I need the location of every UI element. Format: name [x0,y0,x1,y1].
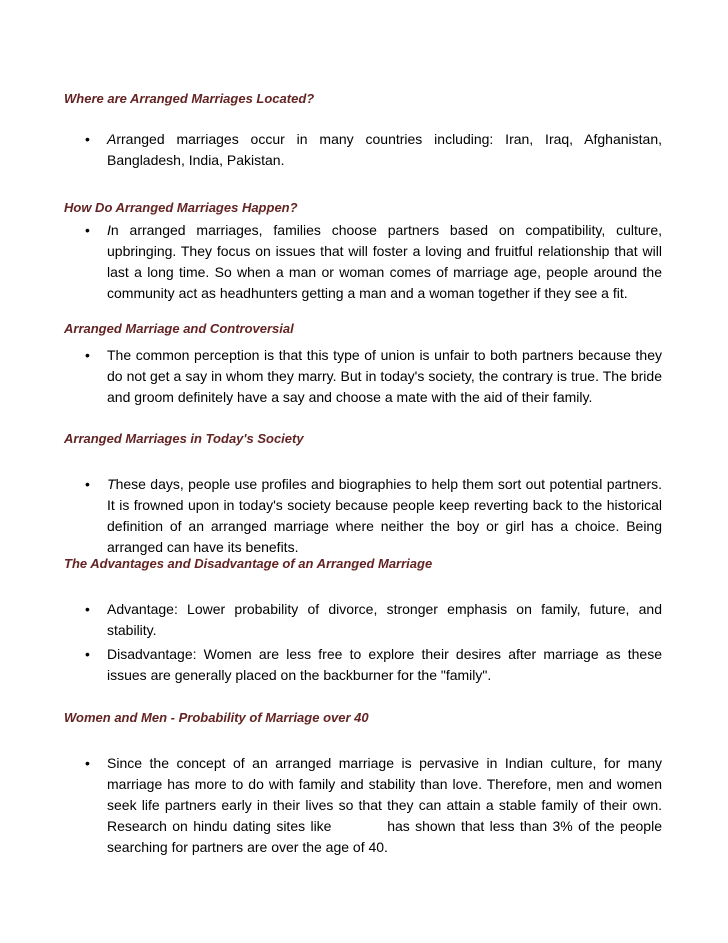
list-item-text: The common perception is that this type of union is unfair to both partners because they do not get a say in whom they marry. But in today's society, the contrary is true. The bride and groom definitely have a say and choose a mate with the aid of their family. [107,347,662,405]
list-item [64,345,664,408]
section-heading-advantages: The Advantages and Disadvantage of an Arranged Marriage [64,556,433,571]
list-item [64,220,664,304]
list-item-text: In arranged marriages, families choose partners based on compatibility, culture, upbringing. They focus on issues that will foster a loving and fruitful relationship that will last a long time. So when a man or woman comes of marriage age, people around the community act as headhunters getting a man and a woman together if they see a fit. [107,222,662,301]
list-item-text: Advantage: Lower probability of divorce, stronger emphasis on family, future, and stability. [107,601,662,638]
list-item [64,753,664,858]
list-item-text: Disadvantage: Women are less free to explore their desires after marriage as these issues are generally placed on the backburner for the "family". [107,646,662,683]
list-item-text: Since the concept of an arranged marriage is pervasive in Indian culture, for many marriage has more to do with family and stability than love. Therefore, men and women seek life partners early in their lives so that they can attain a stable family of their own. Research on hindu dating sites like has shown that less than 3% of the people searching for partners are over the age of 40. [107,755,662,855]
section-heading-over-40: Women and Men - Probability of Marriage over 40 [64,710,369,725]
section-heading-how: How Do Arranged Marriages Happen? [64,200,298,215]
list-item [64,129,664,171]
list-item [64,599,664,641]
bullet-icon: • [85,601,90,617]
section-heading-controversial: Arranged Marriage and Controversial [64,321,294,336]
list-item [64,644,664,686]
bullet-icon: • [85,347,90,363]
list-item-text: Arranged marriages occur in many countries including: Iran, Iraq, Afghanistan, Bangladesh, India, Pakistan. [107,131,662,168]
section-heading-today: Arranged Marriages in Today's Society [64,431,304,446]
bullet-icon: • [85,476,90,492]
bullet-icon: • [85,755,90,771]
section-heading-locations: Where are Arranged Marriages Located? [64,91,315,106]
list-item-text: These days, people use profiles and biographies to help them sort out potential partners. It is frowned upon in today's society because people keep reverting back to the historical definition of an arranged marriage where neither the boy or girl has a choice. Being arranged can have its benefits. [107,476,662,555]
bullet-icon: • [85,131,90,147]
bullet-icon: • [85,222,90,238]
bullet-icon: • [85,646,90,662]
list-item [64,474,664,558]
